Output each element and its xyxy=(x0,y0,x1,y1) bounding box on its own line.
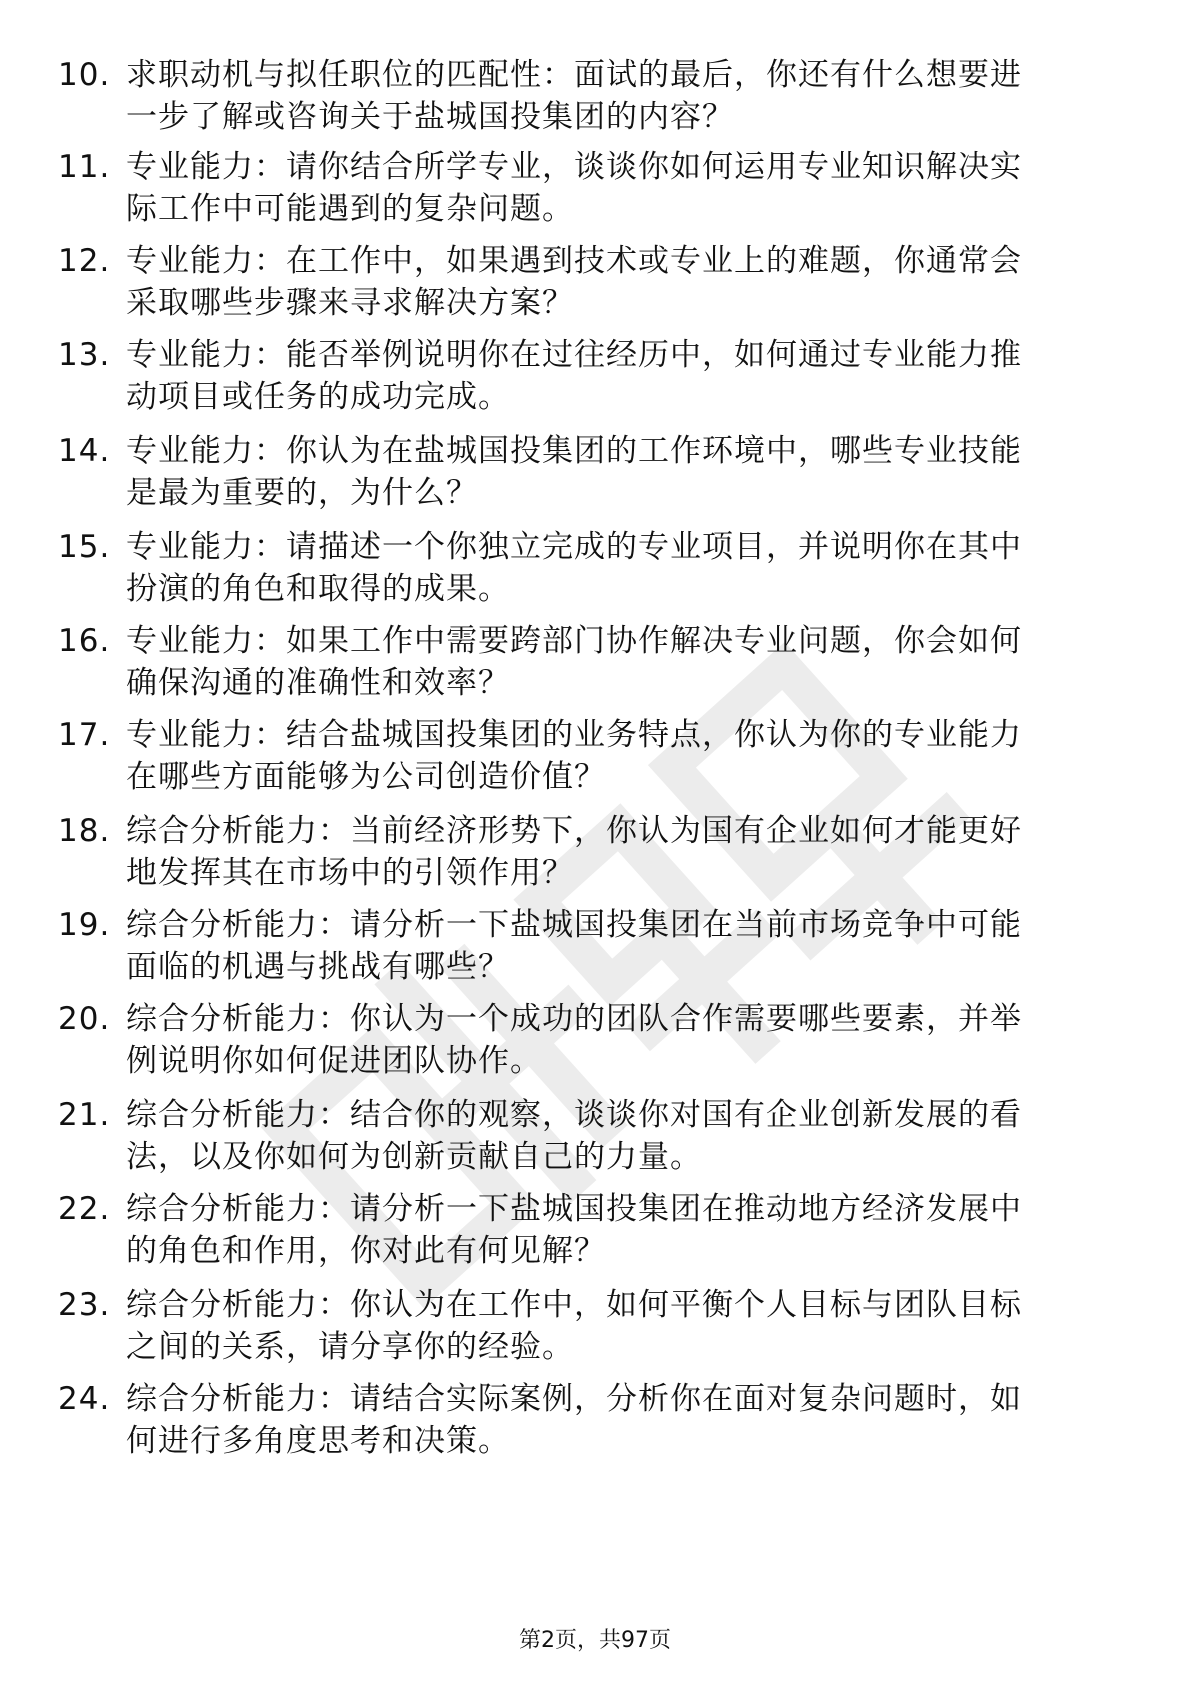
question-number: 17. xyxy=(58,717,111,753)
question-text: 综合分析能力：请分析一下盐城国投集团在当前市场竞争中可能 面临的机遇与挑战有哪些？ xyxy=(126,907,1022,985)
question-text: 综合分析能力：你认为在工作中，如何平衡个人目标与团队目标 之间的关系，请分享你的经验。 xyxy=(126,1287,1022,1365)
question-text: 综合分析能力：当前经济形势下，你认为国有企业如何才能更好 地发挥其在市场中的引领作用？ xyxy=(126,813,1022,891)
question-text: 专业能力：如果工作中需要跨部门协作解决专业问题，你会如何 确保沟通的准确性和效率？ xyxy=(126,623,1022,701)
question-number: 18. xyxy=(58,813,111,849)
question-text: 综合分析能力：你认为一个成功的团队合作需要哪些要素，并举 例说明你如何促进团队协作。 xyxy=(126,1001,1022,1079)
question-number: 10. xyxy=(58,57,111,93)
question-text: 专业能力：请描述一个你独立完成的专业项目，并说明你在其中 扮演的角色和取得的成果。 xyxy=(126,529,1022,607)
question-number: 13. xyxy=(58,337,111,373)
question-number: 22. xyxy=(58,1191,111,1227)
question-number: 16. xyxy=(58,623,111,659)
question-number: 20. xyxy=(58,1001,111,1037)
question-number: 11. xyxy=(58,149,111,185)
question-text: 专业能力：结合盐城国投集团的业务特点，你认为你的专业能力 在哪些方面能够为公司创造价值？ xyxy=(126,717,1022,795)
question-text: 专业能力：能否举例说明你在过往经历中，如何通过专业能力推 动项目或任务的成功完成。 xyxy=(126,337,1022,415)
question-text: 综合分析能力：请分析一下盐城国投集团在推动地方经济发展中 的角色和作用，你对此有何见解？ xyxy=(126,1191,1022,1269)
question-text: 综合分析能力：请结合实际案例，分析你在面对复杂问题时，如 何进行多角度思考和决策。 xyxy=(126,1381,1022,1459)
question-number: 14. xyxy=(58,433,111,469)
question-number: 21. xyxy=(58,1097,111,1133)
question-number: 12. xyxy=(58,243,111,279)
page-number: 第2页，共97页 xyxy=(519,1628,671,1653)
question-text: 综合分析能力：结合你的观察，谈谈你对国有企业创新发展的看 法，以及你如何为创新贡献自己的力量。 xyxy=(126,1097,1022,1175)
question-text: 求职动机与拟任职位的匹配性：面试的最后，你还有什么想要进 一步了解或咨询关于盐城国投集团的内容？ xyxy=(126,57,1022,135)
question-number: 24. xyxy=(58,1381,111,1417)
question-number: 15. xyxy=(58,529,111,565)
question-number: 23. xyxy=(58,1287,111,1323)
question-number: 19. xyxy=(58,907,111,943)
question-text: 专业能力：在工作中，如果遇到技术或专业上的难题，你通常会 采取哪些步骤来寻求解决方案？ xyxy=(126,243,1022,321)
question-text: 专业能力：请你结合所学专业，谈谈你如何运用专业知识解决实 际工作中可能遇到的复杂问题。 xyxy=(126,149,1022,227)
question-text: 专业能力：你认为在盐城国投集团的工作环境中，哪些专业技能 是最为重要的，为什么？ xyxy=(126,433,1022,511)
